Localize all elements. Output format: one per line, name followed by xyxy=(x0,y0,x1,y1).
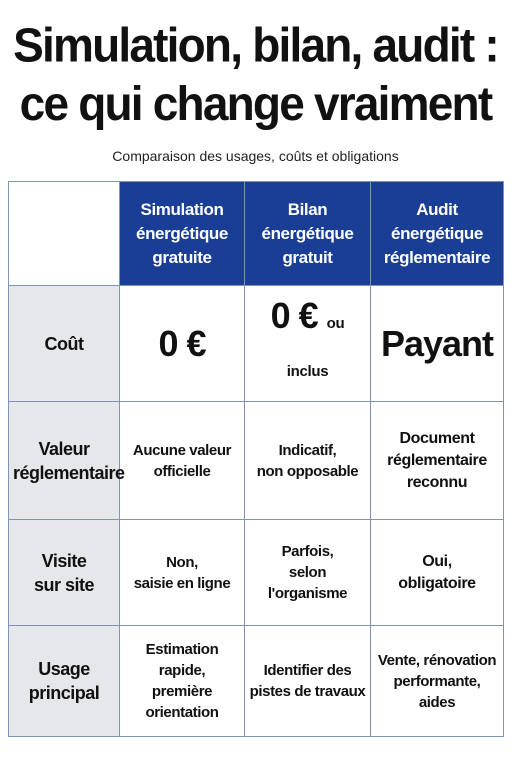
cost-value: 0 € xyxy=(158,322,206,364)
comparison-table xyxy=(8,181,504,737)
cell-valeur-audit xyxy=(371,402,504,520)
cell-cout-bilan xyxy=(245,286,371,402)
cell-line: officielle xyxy=(153,462,211,480)
header-simulation xyxy=(120,182,245,286)
header-text-line: Bilan xyxy=(287,199,328,219)
header-text-line: énergétique xyxy=(391,223,483,243)
cell-line: aides xyxy=(418,693,456,711)
cell-cout-simulation xyxy=(120,286,245,402)
header-text-line: gratuite xyxy=(152,247,212,267)
cell-line: Parfois, xyxy=(281,543,334,560)
header-text-line: gratuit xyxy=(282,247,333,267)
cell-line: orientation xyxy=(145,704,219,721)
title-line-2: ce qui change vraiment xyxy=(19,76,492,131)
cell-line: obligatoire xyxy=(398,574,476,592)
table-header-row xyxy=(9,182,504,286)
cell-valeur-simulation xyxy=(120,402,245,520)
header-text-line: énergétique xyxy=(261,223,354,243)
row-label-line: Coût xyxy=(44,333,84,354)
header-bilan xyxy=(245,182,371,286)
cell-visite-audit xyxy=(371,520,504,626)
row-label-line: principal xyxy=(28,683,100,703)
header-text-line: Audit xyxy=(416,199,458,219)
row-label-usage xyxy=(9,626,120,737)
cell-cout-audit xyxy=(371,286,504,402)
page-title xyxy=(0,15,511,133)
row-label-cout xyxy=(9,286,120,402)
header-text-line: énergétique xyxy=(136,223,228,243)
cell-line: Identifier des xyxy=(263,662,352,679)
header-audit xyxy=(371,182,504,286)
cell-line: Aucune valeur xyxy=(132,441,232,459)
table-row-cout xyxy=(9,286,504,402)
cell-usage-audit xyxy=(371,626,504,737)
row-label-visite xyxy=(9,520,120,626)
row-label-valeur xyxy=(9,402,125,520)
table-row-valeur xyxy=(9,402,504,520)
row-label-line: réglementaire xyxy=(13,462,125,483)
cell-line: Oui, xyxy=(422,552,452,570)
cell-visite-simulation xyxy=(120,520,245,626)
row-label-line: Visite xyxy=(41,550,87,571)
cell-valeur-bilan xyxy=(245,402,371,520)
row-label-line: Usage xyxy=(38,659,90,679)
table-row-usage xyxy=(9,626,504,737)
header-text-line: Simulation xyxy=(140,199,224,219)
cell-line: non opposable xyxy=(256,462,359,480)
row-label-line: Valeur xyxy=(38,438,90,459)
cost-value: 0 € xyxy=(270,294,318,336)
cell-line: Vente, rénovation xyxy=(377,651,497,669)
cell-line: Document xyxy=(399,429,475,447)
cell-line: Estimation rapide, xyxy=(145,641,219,679)
cell-usage-bilan xyxy=(245,626,371,737)
header-corner-cell xyxy=(9,182,120,286)
table-row-visite xyxy=(9,520,504,626)
cost-value: Payant xyxy=(380,322,494,364)
cell-line: réglementaire xyxy=(387,451,487,469)
cell-visite-bilan xyxy=(245,520,371,626)
page-subtitle: Comparaison des usages, coûts et obligations xyxy=(112,148,399,164)
cell-usage-simulation xyxy=(120,626,245,737)
title-line-1: Simulation, bilan, audit : xyxy=(13,17,498,72)
cell-line: première xyxy=(151,683,213,700)
header-text-line: réglementaire xyxy=(383,247,491,267)
cost-note: ou inclus xyxy=(286,314,345,380)
cell-line: saisie en ligne xyxy=(133,574,231,592)
cell-line: performante, xyxy=(393,672,481,690)
cell-line: selon l'organisme xyxy=(267,564,348,602)
cell-line: pistes de travaux xyxy=(249,683,366,700)
cell-line: Indicatif, xyxy=(278,441,337,459)
cell-line: Non, xyxy=(166,553,198,571)
row-label-line: sur site xyxy=(33,574,95,595)
cell-line: reconnu xyxy=(406,473,468,491)
